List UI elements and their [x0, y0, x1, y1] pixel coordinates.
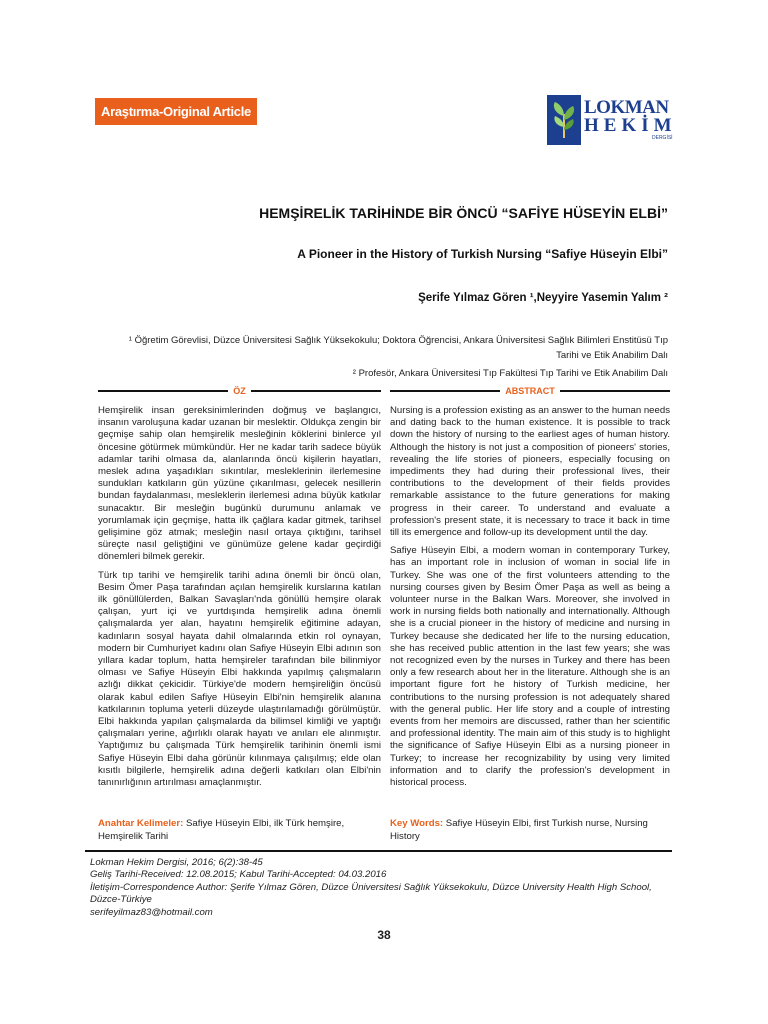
- email: serifeyilmaz83@hotmail.com: [90, 906, 213, 918]
- oz-heading-label: ÖZ: [233, 386, 246, 396]
- divider: [390, 390, 500, 392]
- abstract-body: [390, 405, 670, 795]
- divider: [251, 390, 381, 392]
- leaf-icon: [547, 95, 581, 145]
- title-english: A Pioneer in the History of Turkish Nursing “Safiye Hüseyin Elbi”: [297, 247, 668, 261]
- divider: [560, 390, 670, 392]
- authors: Şerife Yılmaz Gören ¹,Neyyire Yasemin Yalım ²: [418, 292, 668, 304]
- oz-heading: [98, 384, 381, 398]
- page-number: 38: [377, 928, 391, 942]
- article-type-badge: Araştırma-Original Article: [95, 98, 257, 125]
- correspondence: İletişim-Correspondence Author: Şerife Yılmaz Gören, Düzce Üniversitesi Sağlık Yüksekokulu, Düzce University Health High School, Düzce-Türkiye: [90, 881, 652, 906]
- oz-paragraph-1: Hemşirelik insan gereksinimlerinden doğmuş ve başlangıcı, insanın varoluşuna kadar uzanan bir meslektir. Oldukça zengin bir geçmişe sahip olan hemşirelik mesleğinin köklerini binlerce yıl öncesine götürmek mümkündür. Her ne kadar tarih sadece büyük adamlar tarihi olmasa da, alanlarında öncü kişilerin hayatları, meslek adına yaşadıkları sıkıntılar, mesleklerinin ilerlemesine sundukları katkıların gün yüzüne çıkarılması, gelecek nesillerin bundan faydalanması, mesleklerin ilerlemesi adına büyük katkılar sunacaktır. Bir mesleğin bugünkü durumunu anlamak ve yorumlamak için geçmişe, hatta ilk çağlara kadar gitmek, tarihsel gelişimine göz atmak; mesleğin nasıl ortaya çıktığını, tarihsel süreçte nasıl geliştiğini ve günümüze gelene kadar geçirdiği dönemleri bilmek gerekir.: [98, 405, 381, 563]
- divider: [98, 390, 228, 392]
- oz-paragraph-2: Türk tıp tarihi ve hemşirelik tarihi adına önemli bir öncü olan, Besim Ömer Paşa tarafından açılan hemşirelik kurslarına katılan ilk gönüllülerden, Balkan Savaşları'nda gönüllü hemşire olarak çalışan, yurt içi ve yurtdışında hemşirelik adına önemli çalışmalarda yer alan, hayatını hemşirelik eğitimine adayan, kadınların sosyal hayata dahil olmalarında etkin rol oynayan, modern bir Cumhuriyet kadını olan Safiye Hüseyin Elbi adının son yıllara kadar toplum, hatta hemşireler tarafından bile bilinmiyor olması ve Safiye Hüseyin Elbi hakkında yapılmış çalışmaların azlığı dikkat çekicidir. Türkiye'de modern hemşireliğin öncüsü olarak kabul edilen Safiye Hüseyin Elbi'nin hemşirelik alanına katkılarının topluma yeterli düzeyde ulaştırılamadığı görülmüştür. Elbi hakkında yapılan çalışmalarda da bilimsel kimliği ve yaptığı çalışmaları yerine, ağırlıklı olarak hayatı ve anıları ele alınmıştır. Yaptığımız bu çalışmada Türk hemşirelik tarihinin önemli ismi Safiye Hüseyin Elbi daha görünür kılınmaya çalışılmış; elde olan kısıtlı bilgilerle, hemşirelik adına değerli katkıları olan Elbi'nin tanınırlığının artırılması amaçlanmıştır.: [98, 569, 381, 789]
- logo-line-2: HEKİM: [584, 115, 677, 136]
- keywords-english-label: Key Words:: [390, 818, 444, 829]
- journal-logo: [547, 95, 677, 145]
- abstract-heading-label: ABSTRACT: [505, 386, 555, 396]
- title-turkish: HEMŞİRELİK TARİHİNDE BİR ÖNCÜ “SAFİYE HÜSEYİN ELBİ”: [259, 205, 668, 221]
- dates: Geliş Tarihi-Received: 12.08.2015; Kabul Tarihi-Accepted: 04.03.2016: [90, 869, 387, 881]
- keywords-turkish-text: Safiye Hüseyin Elbi, ilk Türk hemşire, Hemşirelik Tarihi: [98, 818, 345, 842]
- oz-body: [98, 405, 381, 795]
- abstract-paragraph-2: Safiye Hüseyin Elbi, a modern woman in contemporary Turkey, has an important role in inclusion of woman in social life in Turkey. She was one of the first volunteers attending to the nursing courses given by Besim Ömer Paşa as well as being a volunteer nurse in the Balkan Wars. Moreover, she involved in work in nursing fields both nationally and internationally. Although she is a crucial pioneer in the history of medicine and nursing in Turkey because she dedicated her life to the nursing education, she has received public attention in the last few years; she was not recognized even by the nurses in Turkey and there has been only a few research about her in the literature. Although she is an important figure fort he history of Turkish medicine, her contributions to the nursing profession is not adequately shared with the general public. Her life story and a couple of intresting events from her memoirs are discussed, rather than her scientific and professional identity. The main aim of this study is to highlight the significance of Safiye Hüseyin Elbi as a nursing pioneer in Turkey; to increase her recognizability by using very limited information and to clarify the profession's development in historical process.: [390, 545, 670, 789]
- keywords-english: [390, 818, 670, 843]
- footer-divider: [85, 850, 672, 852]
- abstract-paragraph-1: Nursing is a profession existing as an answer to the human needs and dating back to the human existence. It is possible to track down the history of nursing to the earliest ages of human history. Although the history is not just a composition of pioneers' stories, revealing the life stories of pioneers, especially focusing on impediments they had during their professional lives, their contributions to the development of their fields provides remarkable assistance to the future generations for making progress in their career. To understand and evaluate a profession's present state, it is necessary to trace it back in time till its emergence and follow-up its development until the day.: [390, 405, 670, 539]
- affiliation-2: ² Profesör, Ankara Üniversitesi Tıp Fakültesi Tıp Tarihi ve Etik Anabilim Dalı: [352, 368, 668, 379]
- keywords-english-text: Safiye Hüseyin Elbi, first Turkish nurse, Nursing History: [390, 818, 648, 842]
- keywords-turkish-label: Anahtar Kelimeler:: [98, 818, 184, 829]
- affiliation-1: ¹ Öğretim Görevlisi, Düzce Üniversitesi Sağlık Yüksekokulu; Doktora Öğrencisi, Ankara Üniversitesi Sağlık Bilimleri Enstitüsü Tıp Tarihi ve Etik Anabilim Dalı: [128, 335, 668, 361]
- logo-line-3: DERGİSİ: [652, 135, 673, 141]
- abstract-heading: [390, 384, 670, 398]
- footer-info: [90, 857, 670, 919]
- keywords-turkish: [98, 818, 381, 843]
- logo-line-1: LOKMAN: [584, 97, 669, 118]
- citation: Lokman Hekim Dergisi, 2016; 6(2):38-45: [90, 857, 263, 868]
